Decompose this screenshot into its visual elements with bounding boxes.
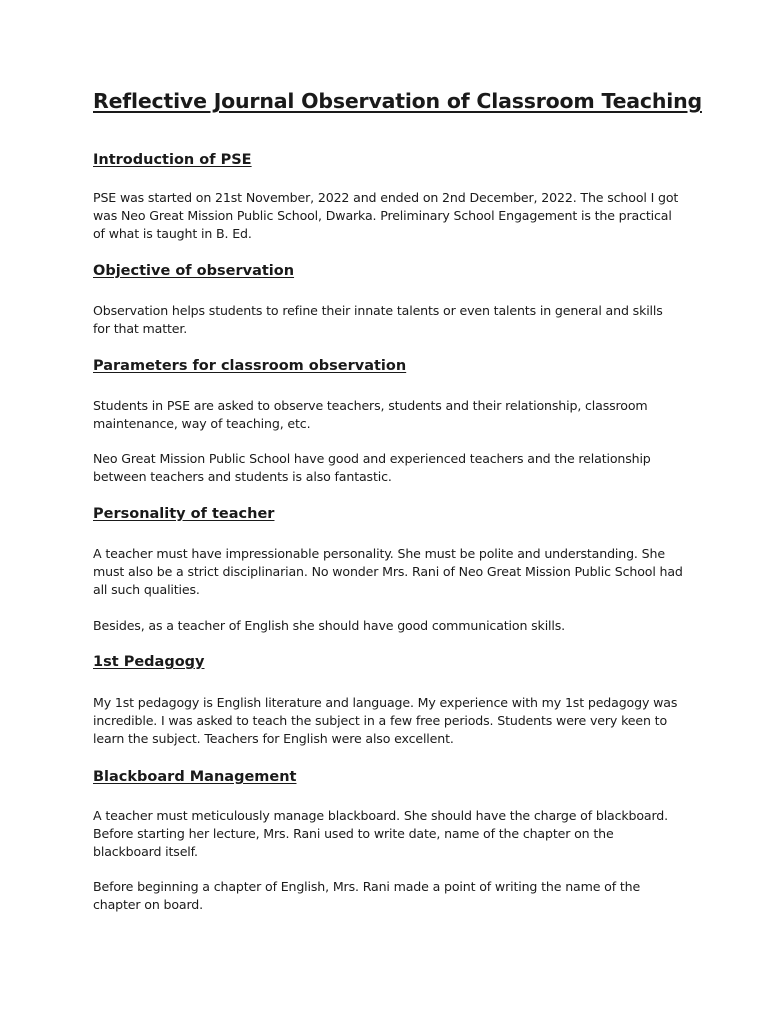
- paragraph-objective: Observation helps students to refine their innate talents or even talents in general and skills for that matter.: [93, 303, 663, 336]
- heading-introduction: Introduction of PSE: [93, 152, 252, 168]
- paragraph-parameters-2: Neo Great Mission Public School have good and experienced teachers and the relationship between teachers and students is also fantastic.: [93, 451, 651, 484]
- paragraph-parameters-1: Students in PSE are asked to observe teachers, students and their relationship, classroom maintenance, way of teaching, etc.: [93, 398, 648, 431]
- paragraph-personality-2: Besides, as a teacher of English she should have good communication skills.: [93, 618, 566, 633]
- heading-pedagogy: 1st Pedagogy: [93, 654, 205, 670]
- heading-personality: Personality of teacher: [93, 506, 275, 522]
- heading-objective: Objective of observation: [93, 263, 295, 279]
- document-title: Reflective Journal Observation of Classroom Teaching: [93, 89, 702, 113]
- paragraph-pedagogy: My 1st pedagogy is English literature and language. My experience with my 1st pedagogy was incredible. I was asked to teach the subject in a few free periods. Students were very keen to learn the subject. Teachers for English were also excellent.: [93, 695, 678, 746]
- paragraph-blackboard-1: A teacher must meticulously manage blackboard. She should have the charge of blackboard. Before starting her lecture, Mrs. Rani used to write date, name of the chapter on the blackboard itself.: [93, 808, 668, 859]
- heading-parameters: Parameters for classroom observation: [93, 358, 407, 374]
- paragraph-blackboard-2: Before beginning a chapter of English, Mrs. Rani made a point of writing the name of the chapter on board.: [93, 879, 641, 912]
- heading-blackboard: Blackboard Management: [93, 769, 297, 785]
- paragraph-introduction: PSE was started on 21st November, 2022 and ended on 2nd December, 2022. The school I got was Neo Great Mission Public School, Dwarka. Preliminary School Engagement is the practical of what is taught in B. Ed.: [93, 190, 679, 241]
- paragraph-personality-1: A teacher must have impressionable personality. She must be polite and understanding. She must also be a strict disciplinarian. No wonder Mrs. Rani of Neo Great Mission Public School had all such qualities.: [93, 546, 683, 597]
